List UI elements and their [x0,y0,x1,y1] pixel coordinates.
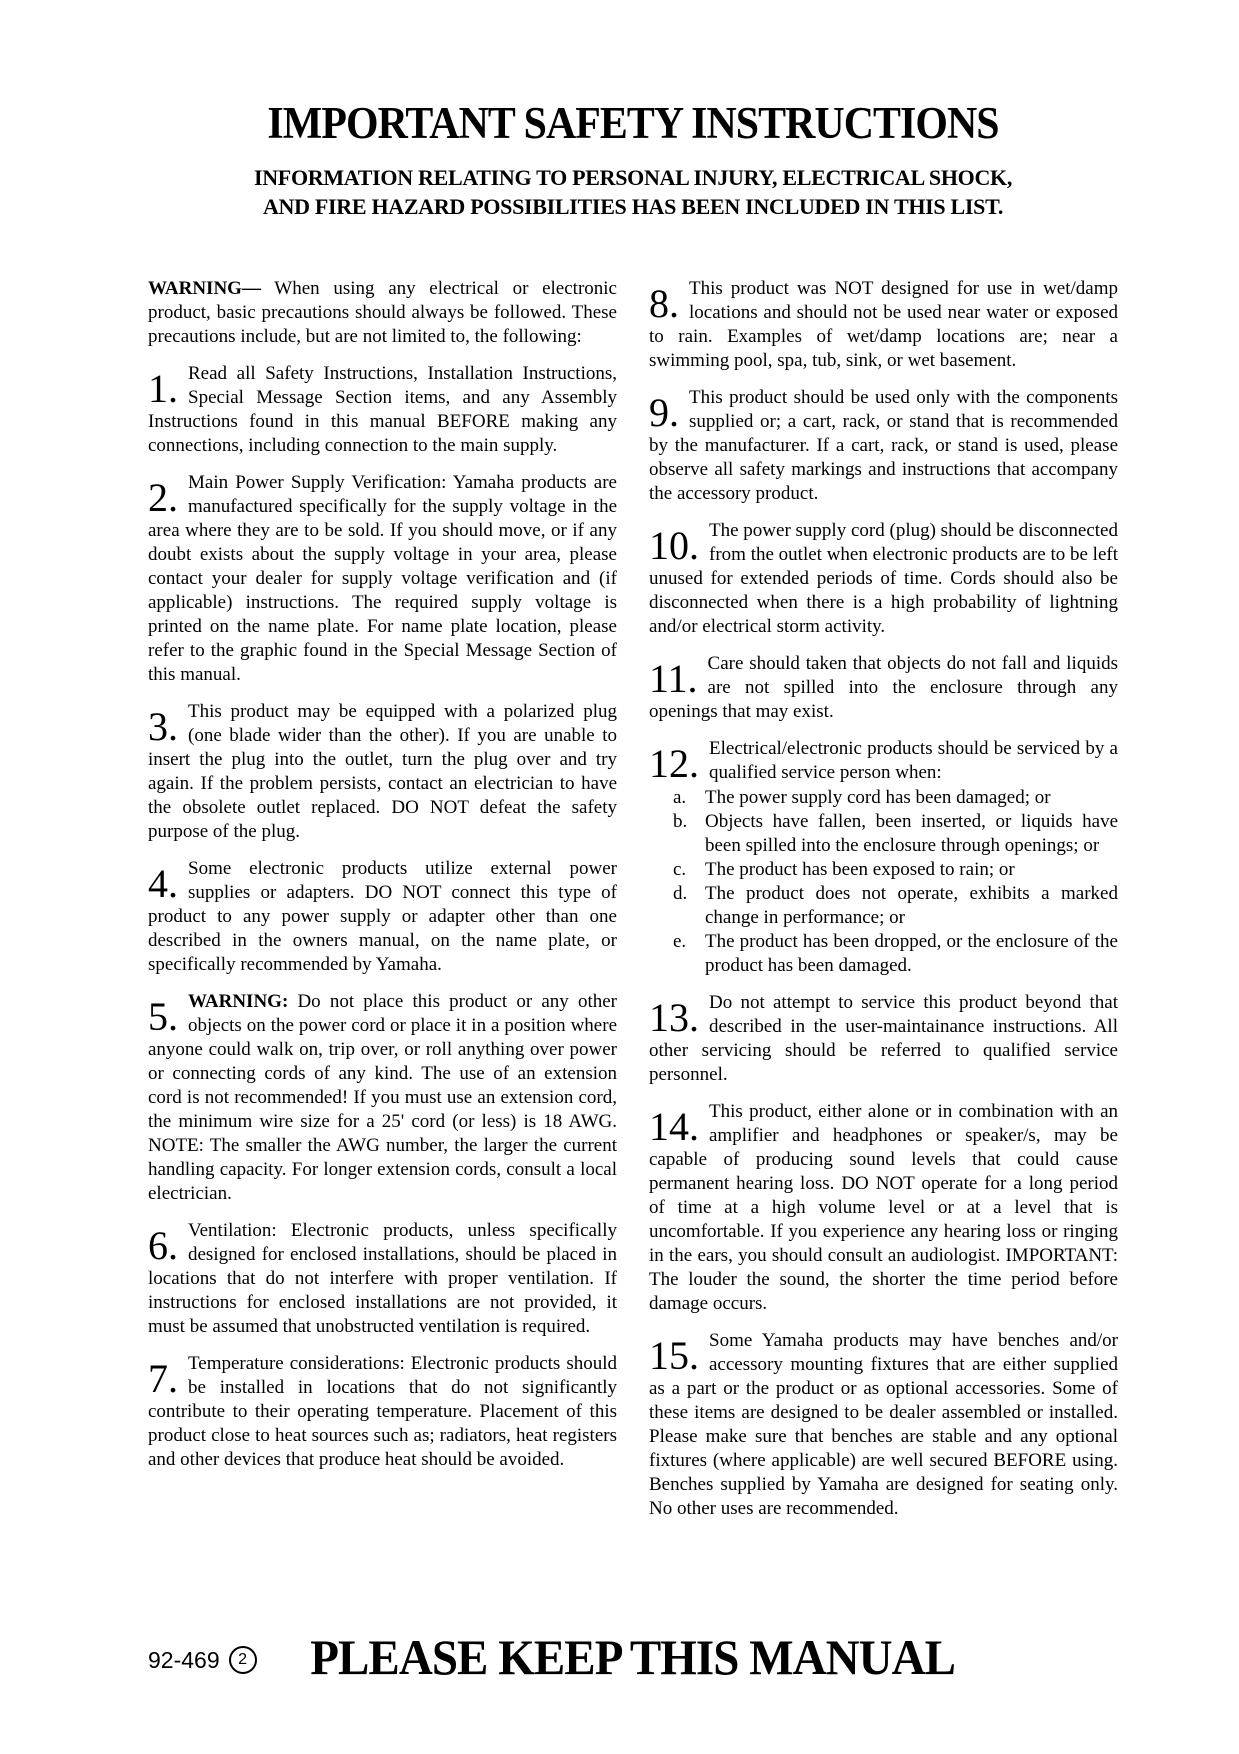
list-item-a [673,786,1118,810]
item-number: 15. [649,1333,699,1379]
item-text: This product was NOT designed for use in wet/damp locations and should not be used near water or exposed to rain. Examples of wet/damp locations are; near a swimming pool, spa, tub, sink, or wet basement. [649,278,1118,372]
safety-item-4 [148,857,617,977]
safety-item-2 [148,471,617,687]
subitem-label: d. [673,883,688,905]
safety-item-6 [148,1219,617,1339]
item-warning-lead: WARNING: [188,991,289,1013]
item-text: Main Power Supply Verification: Yamaha products are manufactured specifically for the supply voltage in the area where they are to be sold. If you should move, or if any doubt exists about the supply voltage in your area, please contact your dealer for supply voltage verification and (if applicable) instructions. The required supply voltage is printed on the name plate. For name plate location, please refer to the graphic found in the Special Message Section of this manual. [148,472,617,686]
item-text: Read all Safety Instructions, Installation Instructions, Special Message Section items, and any Assembly Instructions found in this manual BEFORE making any connections, including connection to the main supply. [148,363,617,457]
item-number: 10. [649,523,699,569]
safety-item-14 [649,1100,1118,1316]
safety-item-12 [649,737,1118,978]
item-number: 12. [649,741,699,787]
item-text: Temperature considerations: Electronic products should be installed in locations that do not significantly contribute to their operating temperature. Placement of this product close to heat sources such as; radiators, heat registers and other devices that produce heat should be avoided. [148,1353,617,1471]
right-column [649,277,1118,1521]
item-text: Care should taken that objects do not fall and liquids are not spilled into the enclosure through any openings that may exist. [649,653,1118,723]
item-number: 8. [649,281,679,327]
service-conditions-list [673,786,1118,978]
item-number: 13. [649,995,699,1041]
subitem-label: b. [673,811,688,833]
subitem-text: The power supply cord has been damaged; or [705,787,1051,809]
safety-item-9 [649,386,1118,506]
safety-item-15 [649,1329,1118,1521]
subtitle-line-1: INFORMATION RELATING TO PERSONAL INJURY, ELECTRICAL SHOCK, [253,165,1013,191]
item-number: 1. [148,366,178,412]
left-column [148,277,617,1521]
safety-item-10 [649,519,1118,639]
subitem-text: The product has been exposed to rain; or [705,859,1015,881]
item-number: 7. [148,1356,178,1402]
subitem-text: Objects have fallen, been inserted, or liquids have been spilled into the enclosure through openings; or [705,811,1118,857]
item-number: 14. [649,1104,699,1150]
subitem-text: The product does not operate, exhibits a marked change in performance; or [705,883,1118,929]
subitem-label: a. [673,787,687,809]
item-number: 5. [148,994,178,1040]
item-text: Ventilation: Electronic products, unless specifically designed for enclosed installations, should be placed in locations that do not interfere with proper ventilation. If instructions for enclosed installations are not provided, it must be assumed that unobstructed ventilation is required. [148,1220,617,1338]
safety-item-1 [148,362,617,458]
page-subtitle [148,163,1118,221]
item-text: Some electronic products utilize external power supplies or adapters. DO NOT connect this type of product to any power supply or adapter other than one described in the owners manual, on the name plate, or specifically recommended by Yamaha. [148,858,617,976]
list-item-d [673,882,1118,930]
item-number: 6. [148,1223,178,1269]
list-item-e [673,930,1118,978]
safety-item-8 [649,277,1118,373]
two-column-body [148,277,1118,1521]
item-number: 4. [148,861,178,907]
warning-intro [148,277,617,349]
item-text: Do not attempt to service this product beyond that described in the user-maintainance instructions. All other servicing should be referred to qualified service personnel. [649,992,1118,1086]
warning-intro-text: When using any electrical or electronic product, basic precautions should always be followed. These precautions include, but are not limited to, the following: [148,278,617,348]
list-item-c [673,858,1118,882]
item-text: The power supply cord (plug) should be disconnected from the outlet when electronic products are to be left unused for extended periods of time. Cords should also be disconnected when there is a high probability of lightning and/or electrical storm activity. [649,520,1118,638]
item-number: 2. [148,475,178,521]
page-content [148,0,1118,1521]
subitem-label: c. [673,859,687,881]
item-number: 3. [148,704,178,750]
safety-item-11 [649,652,1118,724]
safety-item-7 [148,1352,617,1472]
subtitle-line-2: AND FIRE HAZARD POSSIBILITIES HAS BEEN INCLUDED IN THIS LIST. [262,194,1004,220]
safety-item-13 [649,991,1118,1087]
item-text: Some Yamaha products may have benches and/or accessory mounting fixtures that are either supplied as a part or the product or as optional accessories. Some of these items are designed to be dealer assembled or installed. Please make sure that benches are stable and any optional fixtures (where applicable) are well secured BEFORE using. Benches supplied by Yamaha are designed for seating only. No other uses are recommended. [649,1330,1118,1520]
item-text: Electrical/electronic products should be serviced by a qualified service person when: [709,738,1118,784]
item-text: This product may be equipped with a polarized plug (one blade wider than the other). If you are unable to insert the plug into the outlet, turn the plug over and try again. If the problem persists, contact an electrician to have the obsolete outlet replaced. DO NOT defeat the safety purpose of the plug. [148,701,617,843]
item-text: This product should be used only with the components supplied or; a cart, rack, or stand that is recommended by the manufacturer. If a cart, rack, or stand is used, please observe all safety markings and instructions that accompany the accessory product. [649,387,1118,505]
page-number-badge: 2 [229,1646,257,1674]
subitem-label: e. [673,931,687,953]
keep-manual-message: PLEASE KEEP THIS MANUAL [310,1629,956,1685]
list-item-b [673,810,1118,858]
item-number: 9. [649,390,679,436]
safety-item-3 [148,700,617,844]
page-title: IMPORTANT SAFETY INSTRUCTIONS [267,98,999,148]
warning-intro-lead: WARNING— [148,278,261,300]
item-text: Do not place this product or any other objects on the power cord or place it in a position where anyone could walk on, trip over, or roll anything over power or connecting cords of any kind. The use of an extension cord is not recommended! If you must use an extension cord, the minimum wire size for a 25' cord (or less) is 18 AWG. NOTE: The smaller the AWG number, the larger the current handling capacity. For longer extension cords, consult a local electrician. [148,991,617,1205]
item-text: This product, either alone or in combination with an amplifier and headphones or speaker/s, may be capable of producing sound levels that could cause permanent hearing loss. DO NOT operate for a long period of time at a high volume level or at a level that is uncomfortable. If you experience any hearing loss or ringing in the ears, you should consult an audiologist. IMPORTANT: The louder the sound, the shorter the time period before damage occurs. [649,1101,1118,1315]
item-number: 11. [649,656,698,702]
subitem-text: The product has been dropped, or the enclosure of the product has been damaged. [705,931,1118,977]
safety-item-5 [148,990,617,1206]
document-number: 92-469 [148,1646,220,1673]
